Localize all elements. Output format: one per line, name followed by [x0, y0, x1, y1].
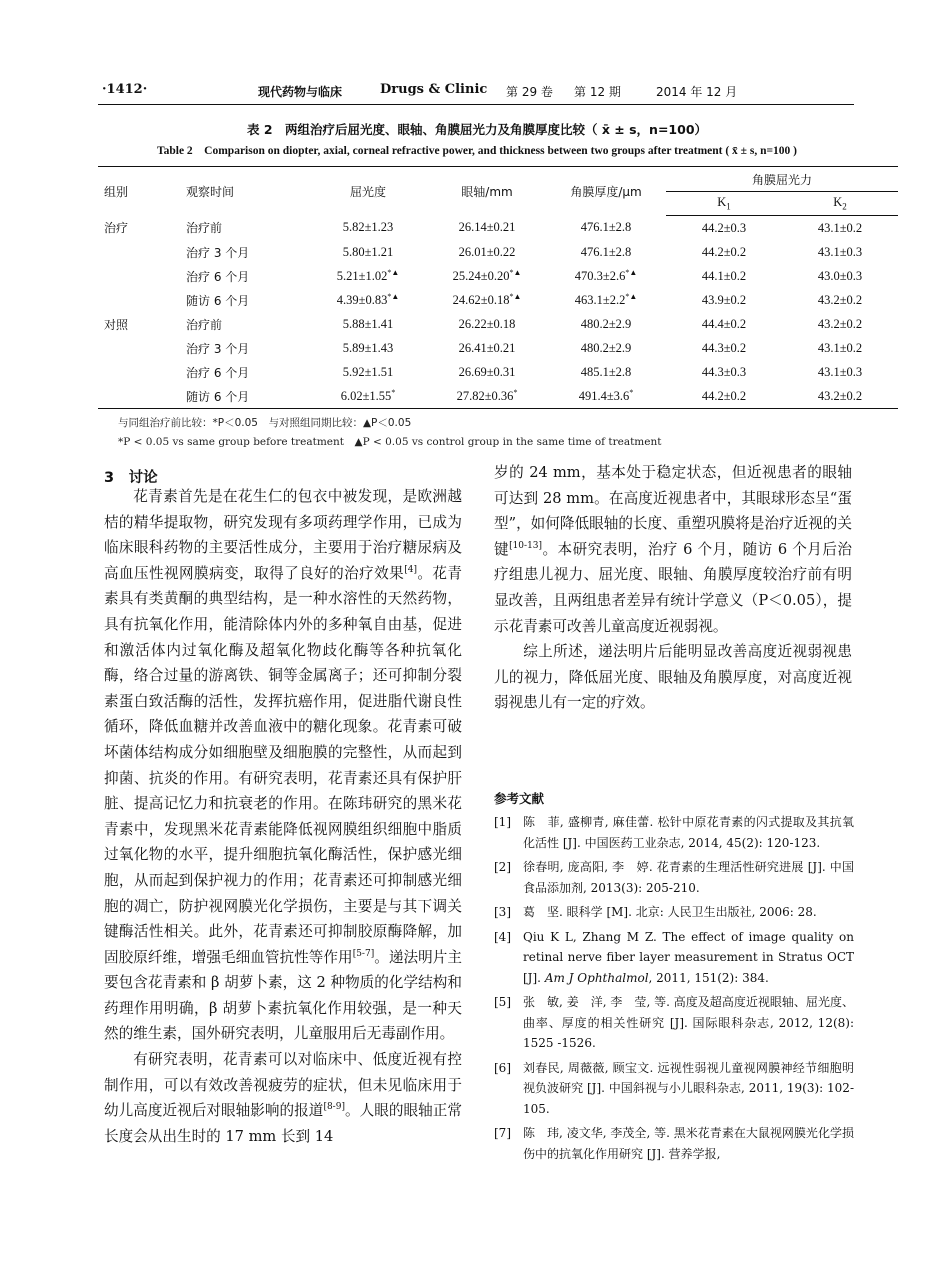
- issue-date: 2014 年 12 月: [656, 85, 738, 99]
- diopter-cell: 5.92±1.51: [342, 364, 394, 379]
- k1-cell: 44.3±0.3: [701, 364, 747, 379]
- table-row: [98, 264, 898, 288]
- axial-cell: 25.24±0.20*▲: [452, 267, 522, 283]
- section-title: 3 讨论: [104, 470, 158, 486]
- time-cell: 随访 6 个月: [186, 293, 250, 308]
- table-row: [98, 288, 898, 312]
- axial-cell: 24.62±0.18*▲: [452, 291, 522, 307]
- header-thickness: 角膜厚度/μm: [546, 167, 666, 216]
- running-header: [98, 80, 854, 105]
- journal-title-en: Drugs & Clinic: [380, 82, 488, 97]
- group-cell: [98, 264, 180, 288]
- table-row: [98, 336, 898, 360]
- axial-cell: 26.14±0.21: [458, 220, 516, 235]
- time-cell: 治疗 3 个月: [186, 245, 250, 260]
- k2-cell: 43.1±0.2: [817, 340, 863, 355]
- paragraph-3: 综上所述，递法明片后能明显改善高度近视弱视患儿的视力，降低屈光度、眼轴及角膜厚度，对高度近视弱视患儿有一定的疗效。: [494, 643, 852, 712]
- significance-mark: *: [391, 387, 396, 397]
- group-cell: 对照: [104, 317, 129, 332]
- table-row: [98, 240, 898, 264]
- diopter-cell: 5.80±1.21: [342, 244, 394, 259]
- thickness-cell: 485.1±2.8: [580, 364, 632, 379]
- thickness-cell: 480.2±2.9: [580, 340, 632, 355]
- time-cell: 治疗前: [186, 317, 223, 332]
- reference-item: [7] 陈 玮, 凌文华, 李茂全, 等. 黑米花青素在大鼠视网膜光化学损伤中的抗氧化作用研究 [J]. 营养学报,: [494, 1126, 854, 1161]
- thickness-cell: 470.3±2.6*▲: [574, 267, 638, 283]
- axial-cell: 27.82±0.36*: [428, 384, 546, 409]
- k2-cell: 43.2±0.2: [817, 292, 863, 307]
- significance-mark: *▲: [387, 267, 400, 277]
- table-body: [98, 216, 898, 409]
- table-note-cn: 与同组治疗前比较：*P＜0.05 与对照组同期比较：▲P＜0.05: [118, 417, 412, 429]
- right-column: [494, 460, 852, 716]
- header-k1: $K_1$: [666, 192, 782, 216]
- significance-mark: *▲: [387, 291, 400, 301]
- diopter-cell: 6.02±1.55*: [308, 384, 428, 409]
- significance-mark: *▲: [625, 267, 638, 277]
- table-row: [98, 312, 898, 336]
- significance-mark: *▲: [509, 267, 522, 277]
- k2-cell: 43.1±0.3: [817, 364, 863, 379]
- table-caption-en: Table 2 Comparison on diopter, axial, corneal refractive power, and thickness between two groups after treatment ( x̄ ± s, n=100 ): [156, 145, 797, 157]
- issue: 第 12 期: [574, 85, 621, 99]
- k1-cell: 44.2±0.2: [701, 244, 747, 259]
- left-column: [104, 484, 462, 1149]
- k1-cell: 44.1±0.2: [701, 268, 747, 283]
- significance-mark: *: [513, 387, 518, 397]
- header-time: 观察时间: [180, 167, 308, 216]
- table-caption-cn: 表 2 两组治疗后屈光度、眼轴、角膜屈光力及角膜厚度比较（ x̄ ± s，n=100）: [246, 122, 708, 137]
- reference-item: [5] 张 敏, 姜 洋, 李 莹, 等. 高度及超高度近视眼轴、屈光度、曲率、厚度的相关性研究 [J]. 国际眼科杂志, 2012, 12(8): 1525 -1526.: [494, 995, 854, 1050]
- thickness-cell: 463.1±2.2*▲: [574, 291, 638, 307]
- group-cell: 治疗: [104, 221, 129, 236]
- diopter-cell: 5.88±1.41: [342, 316, 394, 331]
- time-cell: 治疗 3 个月: [186, 341, 250, 356]
- table-row: [98, 384, 898, 409]
- reference-item: [2] 徐春明, 庞高阳, 李 婷. 花青素的生理活性研究进展 [J]. 中国食品添加剂, 2013(3): 205-210.: [494, 860, 854, 895]
- table-note-en: *P < 0.05 vs same group before treatment ▲P < 0.05 vs control group in the same time of treatment: [118, 436, 662, 448]
- k1-cell: 44.3±0.2: [701, 340, 747, 355]
- header-axial: 眼轴/mm: [428, 167, 546, 216]
- significance-mark: *▲: [509, 291, 522, 301]
- k2-cell: 43.2±0.2: [817, 316, 863, 331]
- thickness-cell: 476.1±2.8: [580, 244, 632, 259]
- k2-cell: 43.1±0.2: [817, 220, 863, 235]
- diopter-cell: 5.89±1.43: [342, 340, 394, 355]
- header-k2: $K_2$: [782, 192, 898, 216]
- volume: 第 29 卷: [506, 85, 553, 99]
- reference-item: [6] 刘春民, 周薇薇, 顾宝文. 远视性弱视儿童视网膜神经节细胞明视负波研究 [J]. 中国斜视与小儿眼科杂志, 2011, 19(3): 102-105.: [494, 1060, 854, 1116]
- k2-cell: 43.2±0.2: [782, 384, 898, 409]
- axial-cell: 26.01±0.22: [458, 244, 516, 259]
- table-row: [98, 216, 898, 241]
- time-cell: 治疗前: [186, 221, 223, 236]
- group-cell: [98, 336, 180, 360]
- group-cell: [98, 240, 180, 264]
- header-group: 组别: [98, 167, 180, 216]
- paragraph-1: 花青素首先是在花生仁的包衣中被发现，是欧洲越桔的精华提取物，研究发现有多项药理学作用，已成为临床眼科药物的主要活性成分，主要用于治疗糖尿病及高血压性视网膜病变，取得了良好的治疗效果[4]。花青素具有类黄酮的典型结构，是一种水溶性的天然药物，具有抗氧化作用，能清除体内外的多种氧自由基，促进和激活体内过氧化酶及超氧化物歧化酶等各种抗氧化酶，络合过量的游离铁、铜等金属离子；还可抑制分裂素蛋白致活酶的活性，发挥抗癌作用，促进脂代谢良性循环，降低血糖并改善血液中的糖化现象。花青素可破坏菌体结构成分如细胞壁及细胞膜的完整性，从而起到抑菌、抗炎的作用。有研究表明，花青素还具有保护肝脏、提高记忆力和抗衰老的作用。在陈玮研究的黑米花青素中，发现黑米花青素能降低视网膜组织细胞中脂质过氧化物的水平，提升细胞抗氧化酶活性，保护感光细胞，从而起到保护视力的作用；花青素还可抑制感光细胞的凋亡，防护视网膜光化学损伤，主要是与其下调关键酶活性相关。此外，花青素还可抑制胶原酶降解，加固胶原纤维，增强毛细血管抗性等作用[5-7]。递法明片主要包含花青素和 β 胡萝卜素，这 2 种物质的化学结构和药理作用明确，β 胡萝卜素抗氧化作用较强，是一种天然的维生素，国外研究表明，儿童服用后无毒副作用。: [104, 488, 462, 1043]
- time-cell: 治疗 6 个月: [186, 269, 250, 284]
- k2-cell: 43.0±0.3: [817, 268, 863, 283]
- k1-cell: 44.2±0.2: [666, 384, 782, 409]
- results-table: [98, 166, 898, 409]
- axial-cell: 26.41±0.21: [458, 340, 516, 355]
- reference-item: [3] 葛 坚. 眼科学 [M]. 北京: 人民卫生出版社, 2006: 28.: [494, 905, 817, 919]
- diopter-cell: 5.82±1.23: [342, 220, 394, 235]
- thickness-cell: 476.1±2.8: [580, 220, 632, 235]
- group-cell: [98, 288, 180, 312]
- diopter-cell: 4.39±0.83*▲: [336, 291, 400, 307]
- k1-cell: 44.4±0.2: [701, 316, 747, 331]
- references-title: 参考文献: [494, 791, 545, 806]
- reference-item: [1] 陈 菲, 盛柳青, 麻佳蕾. 松针中原花青素的闪式提取及其抗氧化活性 [J]. 中国医药工业杂志, 2014, 45(2): 120-123.: [494, 815, 854, 850]
- reference-item: [4] Qiu K L, Zhang M Z. The effect of image quality on retinal nerve fiber layer measurement in Stratus OCT [J]. Am J Ophthalmol, 2011, 151(2): 384.: [494, 929, 854, 985]
- paragraph-2-continued: 岁的 24 mm，基本处于稳定状态，但近视患者的眼轴可达到 28 mm。在高度近视患者中，其眼球形态呈“蛋型”，如何降低眼轴的长度、重塑巩膜将是治疗近视的关键[10-13]。本研究表明，治疗 6 个月，随访 6 个月后治疗组患儿视力、屈光度、眼轴、角膜厚度较治疗前有明显改善，且两组患者差异有统计学意义（P＜0.05），提示花青素可改善儿童高度近视弱视。: [494, 464, 852, 635]
- table-row: [98, 360, 898, 384]
- journal-title-cn: 现代药物与临床: [258, 85, 343, 99]
- group-cell: [98, 360, 180, 384]
- thickness-cell: 480.2±2.9: [580, 316, 632, 331]
- diopter-cell: 5.21±1.02*▲: [336, 267, 400, 283]
- significance-mark: *▲: [625, 291, 638, 301]
- header-diopter: 屈光度: [308, 167, 428, 216]
- axial-cell: 26.22±0.18: [458, 316, 516, 331]
- k2-cell: 43.1±0.3: [817, 244, 863, 259]
- page-number: ·1412·: [102, 82, 148, 97]
- time-cell: 随访 6 个月: [180, 384, 308, 409]
- reference-list: [494, 812, 854, 1168]
- thickness-cell: 491.4±3.6*: [546, 384, 666, 409]
- header-refractive-power: 角膜屈光力: [666, 167, 898, 192]
- group-cell: [98, 384, 180, 409]
- time-cell: 治疗 6 个月: [186, 365, 250, 380]
- paragraph-2: 有研究表明，花青素可以对临床中、低度近视有控制作用，可以有效改善视疲劳的症状，但未见临床用于幼儿高度近视后对眼轴影响的报道[8-9]。人眼的眼轴正常长度会从出生时的 17 mm 长到 14: [104, 1051, 462, 1145]
- axial-cell: 26.69±0.31: [458, 364, 516, 379]
- k1-cell: 44.2±0.3: [701, 220, 747, 235]
- significance-mark: *: [629, 387, 634, 397]
- k1-cell: 43.9±0.2: [701, 292, 747, 307]
